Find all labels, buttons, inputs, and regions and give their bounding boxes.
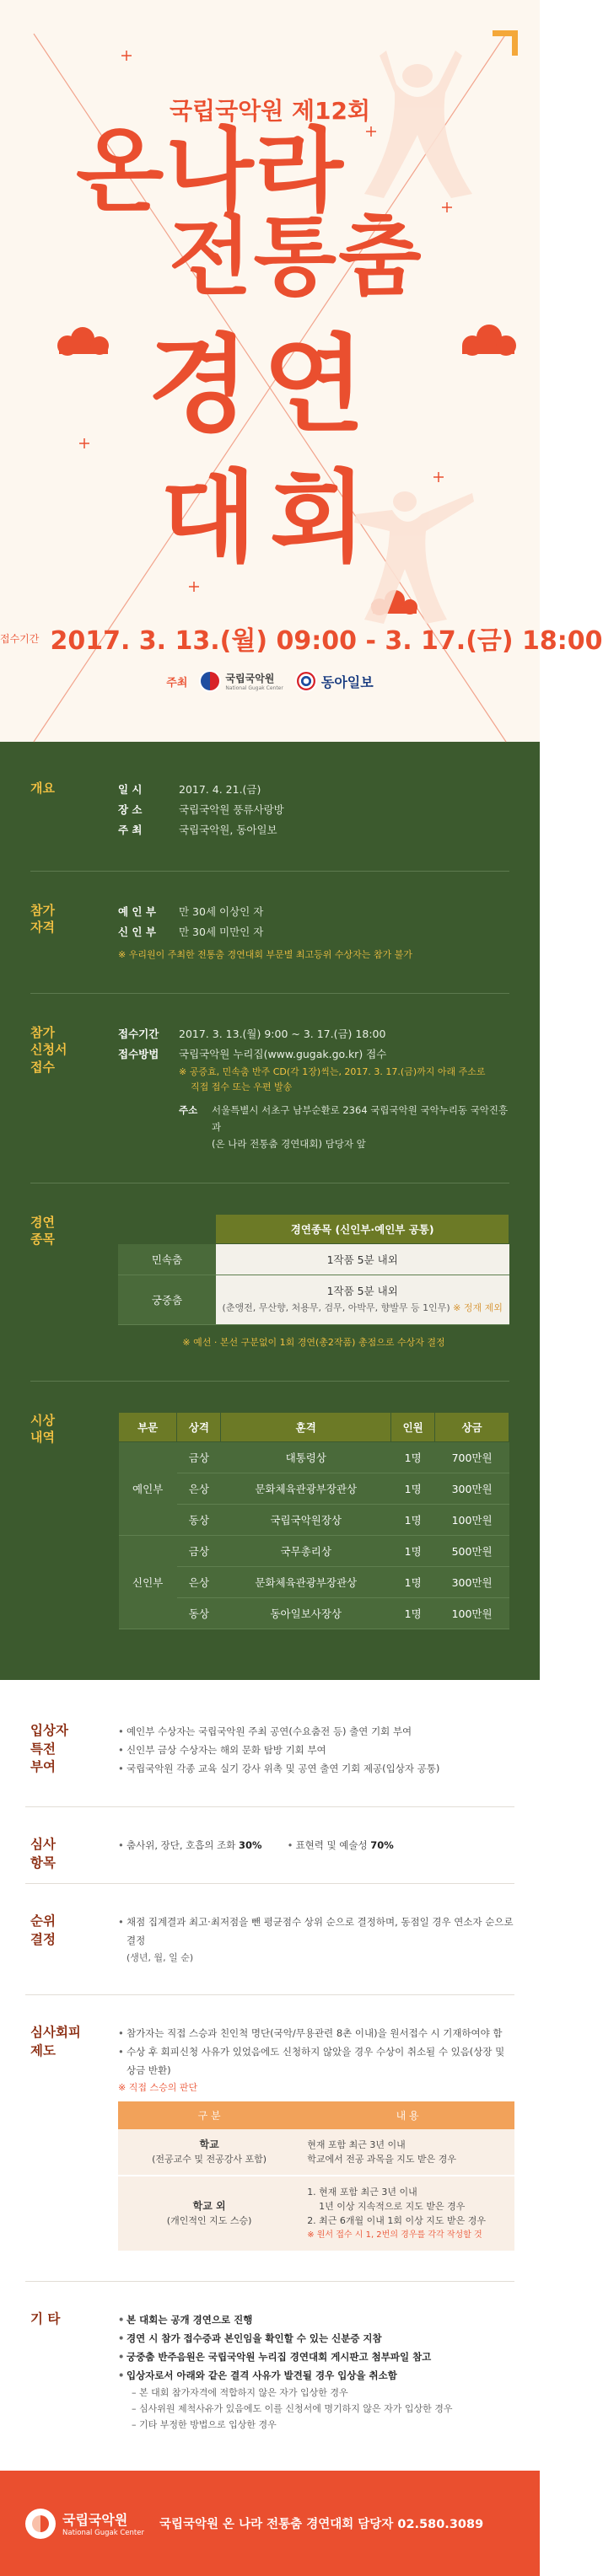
period-value: 2017. 3. 13.(월) 09:00 - 3. 17.(금) 18:00 bbox=[50, 626, 603, 656]
host-logo-2-text: 동아일보 bbox=[320, 674, 374, 690]
benefits-section bbox=[0, 1722, 540, 1778]
application-val-period: 2017. 3. 13.(월) 9:00 ~ 3. 17.(금) 18:00 bbox=[179, 1028, 386, 1040]
footer-logo-sub: National Gugak Center bbox=[62, 2529, 144, 2537]
recusal-label: 심사회피 제도 bbox=[30, 2025, 81, 2058]
host-logo-donga bbox=[295, 670, 374, 692]
awards-section bbox=[0, 1412, 540, 1629]
recusal-row-sub: (전공교수 및 전공강사 포함) bbox=[152, 2154, 267, 2165]
awards-header-honor: 훈격 bbox=[221, 1413, 391, 1442]
application-address bbox=[179, 1102, 509, 1152]
award-grade: 동상 bbox=[177, 1505, 221, 1536]
table-row bbox=[118, 2129, 514, 2176]
application-key-period: 접수기간 bbox=[118, 1028, 159, 1040]
etc-section bbox=[0, 2310, 540, 2433]
footer-logo bbox=[25, 2509, 144, 2539]
hero-title-line-2: 전통춤 bbox=[169, 207, 423, 308]
recusal-section bbox=[0, 2024, 540, 2252]
etc-label: 기 타 bbox=[30, 2311, 61, 2326]
ranking-text: • 채점 집계결과 최고·최저점을 뺀 평균점수 상위 순으로 결정하며, 동점일 경우 연소자 순으로 결정 bbox=[118, 1913, 514, 1950]
recusal-row-title: 학교 외 bbox=[192, 2200, 226, 2212]
table-row bbox=[118, 1244, 509, 1275]
eligibility-section bbox=[0, 902, 540, 963]
table-row bbox=[119, 1442, 509, 1473]
judging-item-1-pct: 30% bbox=[239, 1839, 262, 1851]
hero-org-line: 국립국악원 제12회 bbox=[169, 97, 371, 125]
recusal-row-content: 학교에서 전공 과목을 지도 받은 경우 bbox=[307, 2154, 457, 2165]
judging-item-1: 춤사위, 장단, 호흡의 조화 bbox=[127, 1839, 236, 1851]
benefit-item: • 국립국악원 각종 교육 실기 강사 위촉 및 공연 출연 기회 제공(입상자 공통) bbox=[118, 1759, 514, 1778]
eligibility-key-pro: 예 인 부 bbox=[118, 905, 156, 918]
benefit-item: • 예인부 수상자는 국립국악원 주최 공연(수요춤전 등) 출연 기회 부여 bbox=[118, 1722, 514, 1741]
events-label: 경연 종목 bbox=[30, 1215, 55, 1248]
overview-val-venue: 국립국악원 풍류사랑방 bbox=[179, 803, 284, 816]
application-val-method: 국립국악원 누리집(www.gugak.go.kr) 접수 bbox=[179, 1048, 387, 1060]
divider bbox=[25, 1994, 514, 1995]
ranking-section bbox=[0, 1913, 540, 1966]
benefits-label: 입상자 특전 부여 bbox=[30, 1723, 68, 1775]
recusal-item: • 수상 후 회피신청 사유가 있었음에도 신청하지 않았을 경우 수상이 취소될 수 있음(상장 및 상금 반환) bbox=[118, 2042, 514, 2080]
award-prize: 300만원 bbox=[435, 1567, 509, 1598]
overview-label: 개요 bbox=[30, 781, 55, 796]
table-row bbox=[118, 2176, 514, 2251]
eligibility-val-pro: 만 30세 이상인 자 bbox=[179, 905, 264, 918]
footer-contact: 국립국악원 온 나라 전통춤 경연대회 담당자 02.580.3089 bbox=[159, 2518, 484, 2531]
awards-label: 시상 내역 bbox=[30, 1413, 55, 1446]
award-count: 1명 bbox=[391, 1567, 435, 1598]
recusal-header-category: 구 분 bbox=[118, 2101, 300, 2129]
award-count: 1명 bbox=[391, 1473, 435, 1505]
award-prize: 500만원 bbox=[435, 1536, 509, 1567]
recusal-row-content: 2. 최근 6개월 이내 1회 이상 지도 받은 경우 bbox=[307, 2215, 487, 2226]
hero-title-line-4: 대회 bbox=[160, 459, 380, 576]
award-grade: 은상 bbox=[177, 1473, 221, 1505]
eligibility-val-new: 만 30세 미만인 자 bbox=[179, 926, 264, 938]
recusal-row-content: 1. 현재 포함 최근 3년 이내 bbox=[307, 2187, 417, 2198]
application-section bbox=[0, 1024, 540, 1152]
period-row bbox=[0, 620, 603, 657]
judging-item bbox=[288, 1836, 394, 1854]
award-prize: 300만원 bbox=[435, 1473, 509, 1505]
awards-header-grade: 상격 bbox=[177, 1413, 221, 1442]
period-label: 접수기간 bbox=[0, 632, 40, 645]
events-section bbox=[0, 1214, 540, 1350]
divider bbox=[30, 871, 509, 872]
award-honor: 국무총리상 bbox=[221, 1536, 391, 1567]
award-grade: 금상 bbox=[177, 1442, 221, 1473]
award-count: 1명 bbox=[391, 1505, 435, 1536]
awards-header-division: 부문 bbox=[119, 1413, 177, 1442]
table-row bbox=[119, 1567, 509, 1598]
award-count: 1명 bbox=[391, 1442, 435, 1473]
recusal-item: • 참가자는 직접 스승과 친인척 명단(국악/무용관련 8촌 이내)을 원서접수 시 기재하여야 함 bbox=[118, 2024, 514, 2042]
divider bbox=[25, 1806, 514, 1807]
host-label: 주최 bbox=[166, 676, 188, 690]
host-row bbox=[0, 670, 540, 692]
divider bbox=[30, 993, 509, 994]
application-label: 참가 신청서 접수 bbox=[30, 1025, 67, 1075]
table-row bbox=[119, 1598, 509, 1629]
footer bbox=[0, 2471, 540, 2576]
etc-item: • 본 대회는 공개 경연으로 진행 bbox=[118, 2310, 514, 2329]
hero-title-line-1: 온나라 bbox=[76, 119, 345, 224]
event-name: 궁중춤 bbox=[118, 1275, 216, 1325]
eligibility-note: ※ 우리원이 주최한 전통춤 경연대회 부문별 최고등위 수상자는 참가 불가 bbox=[118, 949, 412, 960]
overview-key-date: 일 시 bbox=[118, 783, 143, 796]
overview-section bbox=[0, 780, 540, 840]
etc-item: • 입상자로서 아래와 같은 결격 사유가 발견될 경우 입상을 취소함 bbox=[118, 2366, 514, 2385]
gugak-logo-icon bbox=[25, 2509, 56, 2539]
event-desc: 1작품 5분 내외 bbox=[326, 1285, 398, 1297]
host-logo-gugak bbox=[199, 670, 283, 692]
award-prize: 700만원 bbox=[435, 1442, 509, 1473]
judging-label: 심사 항목 bbox=[30, 1837, 56, 1870]
recusal-row-note: ※ 원서 접수 시 1, 2번의 경우를 각각 작성할 것 bbox=[307, 2230, 482, 2240]
recusal-row-content: 현재 포함 최근 3년 이내 bbox=[307, 2139, 406, 2150]
info-section bbox=[0, 742, 540, 1680]
recusal-row-content: 1년 이상 지속적으로 지도 받은 경우 bbox=[307, 2201, 466, 2212]
award-division: 신인부 bbox=[119, 1536, 177, 1629]
host-logo-1-text: 국립국악원 bbox=[225, 673, 275, 684]
application-addr-key: 주소 bbox=[179, 1104, 198, 1116]
overview-key-venue: 장 소 bbox=[118, 803, 143, 816]
award-honor: 대통령상 bbox=[221, 1442, 391, 1473]
events-table bbox=[118, 1214, 509, 1325]
etc-sub-item: – 기타 부정한 방법으로 입상한 경우 bbox=[132, 2419, 277, 2430]
judging-item bbox=[118, 1836, 262, 1854]
corner-mark-icon bbox=[493, 30, 518, 56]
award-prize: 100만원 bbox=[435, 1598, 509, 1629]
award-grade: 동상 bbox=[177, 1598, 221, 1629]
footer-logo-name: 국립국악원 bbox=[62, 2512, 128, 2528]
event-sub: (춘앵전, 무산향, 처용무, 검무, 아박무, 향발무 등 1인무) bbox=[222, 1302, 450, 1313]
event-name: 민속춤 bbox=[118, 1244, 216, 1275]
gugak-logo-icon bbox=[199, 670, 221, 692]
recusal-row-title: 학교 bbox=[199, 2139, 219, 2150]
ranking-text-2: (생년, 월, 일 순) bbox=[127, 1952, 194, 1963]
table-row bbox=[119, 1473, 509, 1505]
awards-header-prize: 상금 bbox=[435, 1413, 509, 1442]
ranking-label: 순위 결정 bbox=[30, 1913, 56, 1947]
hero-banner bbox=[0, 0, 603, 742]
award-honor: 동아일보사장상 bbox=[221, 1598, 391, 1629]
award-count: 1명 bbox=[391, 1536, 435, 1567]
event-desc: 1작품 5분 내외 bbox=[216, 1244, 509, 1275]
award-honor: 국립국악원장상 bbox=[221, 1505, 391, 1536]
event-sub-note: ※ 정재 제외 bbox=[453, 1302, 503, 1313]
overview-val-date: 2017. 4. 21.(금) bbox=[179, 783, 261, 796]
detail-section bbox=[0, 1680, 540, 2471]
divider bbox=[25, 1883, 514, 1884]
application-addr-val: 서울특별시 서초구 남부순환로 2364 국립국악원 국악누리동 국악진흥과 (온 나라 전통춤 경연대회) 담당자 앞 bbox=[211, 1104, 509, 1150]
award-division: 예인부 bbox=[119, 1442, 177, 1536]
eligibility-key-new: 신 인 부 bbox=[118, 926, 156, 938]
award-count: 1명 bbox=[391, 1598, 435, 1629]
judging-item-2: 표현력 및 예술성 bbox=[295, 1839, 368, 1851]
etc-item: • 궁중춤 반주음원은 국립국악원 누리집 경연대회 게시판고 첨부파일 참고 bbox=[118, 2348, 514, 2366]
award-prize: 100만원 bbox=[435, 1505, 509, 1536]
etc-sub-item: – 심사위원 제척사유가 있음에도 이를 신청서에 명기하지 않은 자가 입상한 경우 bbox=[132, 2403, 453, 2414]
donga-logo-icon bbox=[295, 670, 317, 692]
events-note: ※ 예선 · 본선 구분없이 1회 경연(총2작품) 총점으로 수상자 결정 bbox=[182, 1337, 445, 1348]
table-row bbox=[118, 1275, 509, 1325]
divider bbox=[30, 1381, 509, 1382]
overview-val-host: 국립국악원, 동아일보 bbox=[179, 824, 277, 836]
award-grade: 금상 bbox=[177, 1536, 221, 1567]
table-row bbox=[119, 1505, 509, 1536]
eligibility-label: 참가 자격 bbox=[30, 903, 55, 936]
judging-item-2-pct: 70% bbox=[370, 1839, 394, 1851]
divider bbox=[25, 2281, 514, 2282]
recusal-row-sub: (개인적인 지도 스승) bbox=[166, 2215, 252, 2226]
events-header: 경연종목 (신인부·예인부 공통) bbox=[216, 1215, 509, 1244]
application-note-1: ※ 공증효, 민속춤 반주 CD(각 1장)씩는, 2017. 3. 17.(금)까지 아래 주소로 bbox=[179, 1066, 486, 1077]
hero-title-line-3: 경연 bbox=[148, 325, 379, 447]
host-logo-1-sub: National Gugak Center bbox=[225, 685, 283, 691]
recusal-table bbox=[118, 2101, 514, 2252]
award-honor: 문화체육관광부장관상 bbox=[221, 1567, 391, 1598]
overview-key-host: 주 최 bbox=[118, 824, 143, 836]
award-grade: 은상 bbox=[177, 1567, 221, 1598]
etc-item: • 경연 시 참가 접수증과 본인임을 확인할 수 있는 신분증 지참 bbox=[118, 2329, 514, 2348]
awards-table bbox=[118, 1412, 509, 1629]
awards-header-count: 인원 bbox=[391, 1413, 435, 1442]
application-note-2: 직접 접수 또는 우편 발송 bbox=[191, 1081, 293, 1092]
recusal-note: ※ 직접 스승의 판단 bbox=[118, 2082, 198, 2093]
table-row bbox=[119, 1536, 509, 1567]
etc-sub-item: – 본 대회 참가자격에 적합하지 않은 자가 입상한 경우 bbox=[132, 2387, 348, 2398]
award-honor: 문화체육관광부장관상 bbox=[221, 1473, 391, 1505]
judging-section bbox=[0, 1836, 540, 1870]
recusal-header-content: 내 용 bbox=[300, 2101, 514, 2129]
benefit-item: • 신인부 금상 수상자는 해외 문화 탐방 기회 부여 bbox=[118, 1741, 514, 1759]
application-key-method: 접수방법 bbox=[118, 1048, 159, 1060]
